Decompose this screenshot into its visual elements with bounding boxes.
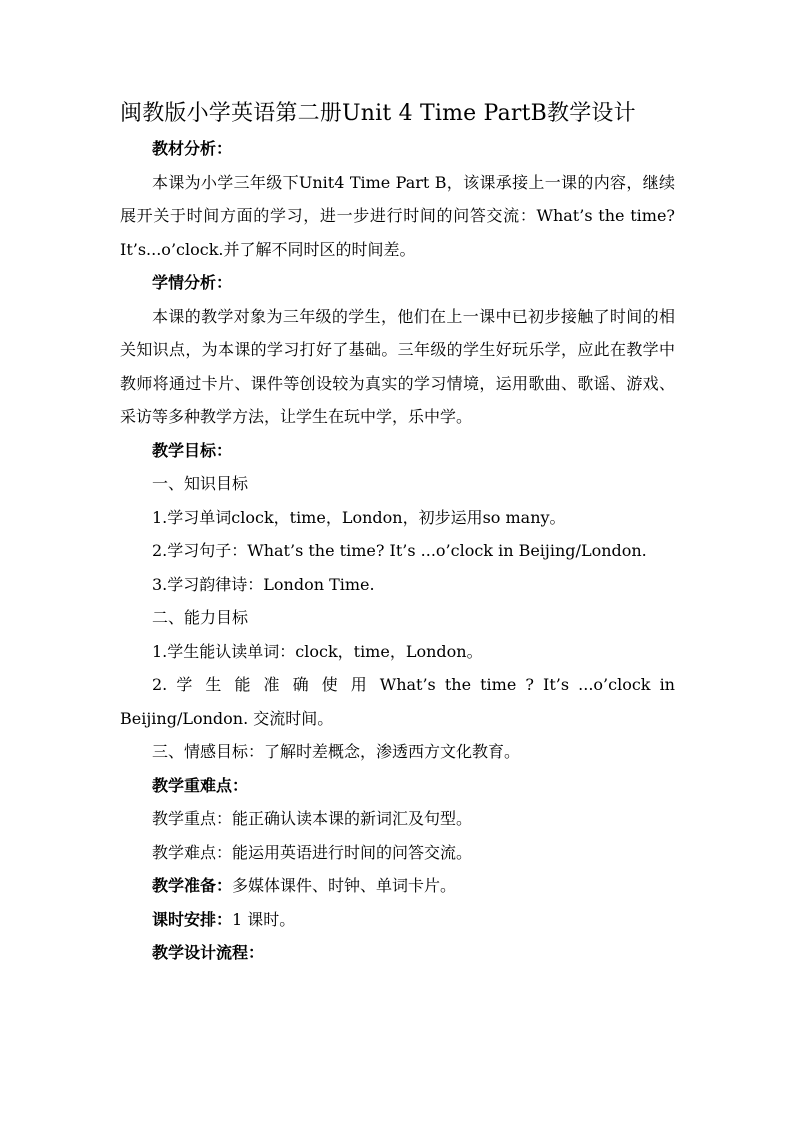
key-point: 教学重点：能正确认读本课的新词汇及句型。 bbox=[152, 809, 473, 828]
knowledge-item-1: 1.学习单词clock，time，London，初步运用so many。 bbox=[152, 507, 566, 527]
process-heading: 教学设计流程： bbox=[152, 943, 265, 962]
difficult-point: 教学难点：能运用英语进行时间的问答交流。 bbox=[152, 842, 473, 862]
schedule-label: 课时安排： bbox=[152, 909, 233, 929]
key-points-heading: 教学重难点： bbox=[152, 775, 249, 795]
textbook-analysis-heading: 教材分析： bbox=[152, 139, 233, 158]
document-body bbox=[120, 132, 675, 970]
learner-analysis-paragraph: 本课的教学对象为三年级的学生，他们在上一课中已初步接触了时间的相关知识点，为本课的学习打好了基础。三年级的学生好玩乐学，应此在教学中教师将通过卡片、课件等创设较为真实的学习情境，运用歌曲、歌谣、游戏、采访等多种教学方法，让学生在玩中学，乐中学。 bbox=[120, 306, 675, 426]
document-title: 闽教版小学英语第二册Unit 4 Time PartB教学设计 bbox=[120, 101, 636, 126]
knowledge-heading: 一、知识目标 bbox=[152, 474, 249, 493]
knowledge-item-2: 2.学习句子：What’s the time? It’s ...o’clock in Beijing/London. bbox=[152, 541, 647, 560]
learner-analysis-heading: 学情分析： bbox=[152, 273, 233, 292]
knowledge-item-3: 3.学习韵律诗：London Time. bbox=[152, 574, 375, 594]
preparation-line bbox=[120, 869, 675, 903]
schedule-text: 1 课时。 bbox=[232, 909, 296, 929]
ability-heading: 二、能力目标 bbox=[152, 608, 249, 627]
ability-item-2-line-2: Beijing/London. 交流时间。 bbox=[120, 708, 334, 728]
ability-item-1: 1.学生能认读单词：clock，time，London。 bbox=[152, 641, 483, 661]
ability-item-2-line-1: 2. 学 生 能 准 确 使 用 What’s the time ? It’s ...o’clock in bbox=[152, 675, 675, 694]
preparation-text: 多媒体课件、时钟、单词卡片。 bbox=[232, 876, 457, 895]
schedule-line bbox=[120, 903, 675, 937]
textbook-analysis-paragraph: 本课为小学三年级下Unit4 Time Part B，该课承接上一课的内容，继续展开关于时间方面的学习，进一步进行时间的问答交流：What’s the time? It’s...o’clock.并了解不同时区的时间差。 bbox=[120, 172, 675, 259]
objectives-heading: 教学目标： bbox=[152, 440, 233, 460]
emotion-objective: 三、情感目标：了解时差概念，渗透西方文化教育。 bbox=[152, 742, 521, 761]
preparation-label: 教学准备： bbox=[152, 876, 233, 895]
